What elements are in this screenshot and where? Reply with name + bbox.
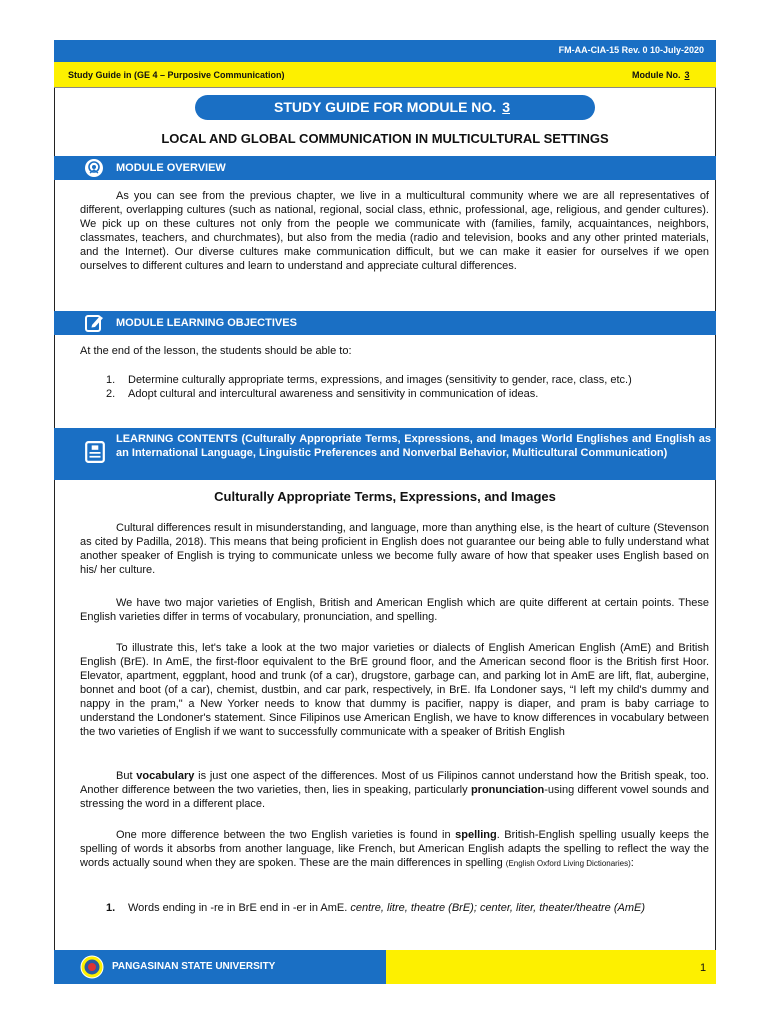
study-guide-title: STUDY GUIDE FOR MODULE NO. 3 — [195, 95, 595, 120]
learning-contents-header — [54, 428, 716, 480]
body-paragraph: We have two major varieties of English, British and American English which are quite different at certain points. These English varieties differ in terms of vocabulary, pronunciation, and spelling. — [80, 597, 709, 623]
learning-contents-heading: LEARNING CONTENTS (Culturally Appropriate Terms, Expressions, and Images World Englishes and English as an International Language, Linguistic Preferences and Nonverbal Behavior, Multicultural Communication) — [116, 433, 711, 459]
module-title: LOCAL AND GLOBAL COMMUNICATION IN MULTICULTURAL SETTINGS — [161, 131, 609, 146]
form-code-bar — [54, 40, 716, 62]
list-item: 1. Words ending in -re in BrE end in -er in AmE. centre, litre, theatre (BrE); center, liter, theater/theatre (AmE) — [106, 902, 646, 914]
body-paragraph: One more difference between the two English varieties is found in spelling. British-English spelling usually keeps the spelling of words it absorbs from another language, like French, but American English adapts the spelling to reflect the way the words actually sound when they are spoken. These are the main differences in spelling (English Oxford Living Dictionaries): — [80, 829, 709, 869]
body-paragraph: To illustrate this, let's take a look at the two major varieties or dialects of English American English (AmE) and British English (BrE). In AmE, the first-floor equivalent to the BrE ground floor, and the American second floor is the British first Hoor. Elevator, apartment, eggplant, hood and trunk (of a car), drugstore, garbage can, and parking lot in AmE are lift, flat, aubergine, bonnet and boot (of a car), chemist, dustbin, and car park, respectively, in BrE. Ifa Londoner says, “I left my child's dummy and nappy in the pram," a New Yorker needs to know that dummy is pacifier, nappy is diaper, and pram is baby carriage to understand the Londoner's statement. Since Filipinos use American English, we have to know differences in vocabulary between the two varieties of English if we want to successfully communicate with a speaker of British English — [80, 642, 709, 738]
footer-page-bar — [386, 950, 716, 984]
overview-badge-icon — [84, 158, 104, 178]
body-paragraph: But vocabulary is just one aspect of the differences. Most of us Filipinos cannot understand how the British speak, too. Another difference between the two varieties, then, lies in speaking, particularly pronunciation-using different vowel sounds and stressing the word in a different place. — [80, 770, 709, 810]
list-item: 1. Determine culturally appropriate terms, expressions, and images (sensitivity to gender, race, class, etc.) — [106, 374, 632, 386]
course-bar — [54, 62, 716, 88]
document-icon — [84, 440, 106, 464]
objectives-intro: At the end of the lesson, the students should be able to: — [80, 345, 352, 357]
study-guide-label: Study Guide in (GE 4 – Purposive Communication) — [68, 70, 285, 80]
module-number: Module No. 3 — [632, 70, 694, 80]
module-number-value: 3 — [684, 70, 690, 80]
university-name: PANGASINAN STATE UNIVERSITY — [112, 961, 276, 972]
learning-objectives-heading: MODULE LEARNING OBJECTIVES — [116, 317, 297, 329]
module-overview-header — [54, 156, 716, 180]
study-guide-number: 3 — [502, 99, 510, 115]
list-item: 2. Adopt cultural and intercultural awareness and sensitivity in communication of ideas. — [106, 388, 539, 400]
overview-text: As you can see from the previous chapter, we live in a multicultural community where we are all representatives of different, overlapping cultures (such as national, regional, social class, ethnic, professional, age, religious, and gender cultures). We pick up on these cultures not only from the people we communicate with (families, family, acquaintances, neighbors, classmates, teachers, and churchmates), but also from the media (radio and television, books and any other printed materials, and the Internet). Our diverse cultures make communication difficult, but we can make it easier for ourselves if we open ourselves to different cultures and learn to understand and appreciate cultural differences. — [80, 190, 709, 272]
objectives-list — [80, 373, 709, 401]
university-seal-icon — [80, 955, 104, 979]
form-code: FM-AA-CIA-15 Rev. 0 10-July-2020 — [558, 45, 704, 55]
body-paragraph: Cultural differences result in misunderstanding, and language, more than anything else, is the heart of culture (Stevenson as cited by Padilla, 2018). This means that being proficient in English does not guarantee our being able to fully understand what another speaker of English is trying to communicate unless we become fully aware of how that speaker uses English based on his/ her culture. — [80, 522, 709, 576]
section-subheading: Culturally Appropriate Terms, Expressions, and Images — [214, 489, 556, 504]
learning-objectives-header — [54, 311, 716, 335]
module-overview-heading: MODULE OVERVIEW — [116, 162, 226, 174]
spelling-list — [80, 901, 709, 915]
page-number: 1 — [700, 962, 707, 974]
pencil-square-icon — [84, 313, 104, 333]
